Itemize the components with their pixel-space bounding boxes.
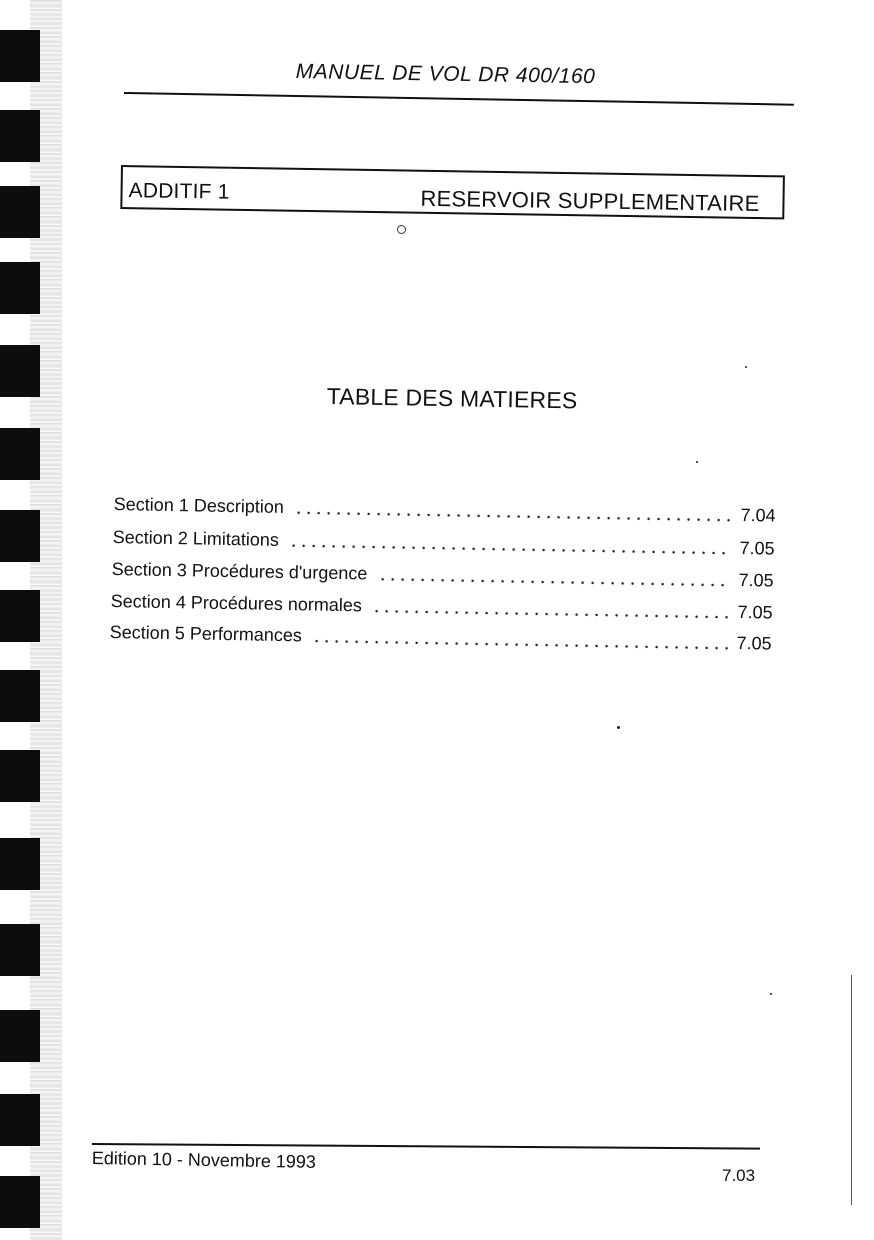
registered-mark-icon [397, 225, 406, 234]
toc-entry-label: Section 3 Procédures d'urgence [111, 558, 368, 584]
addendum-title-box [120, 165, 785, 219]
binding-hole [0, 924, 40, 976]
header-divider [124, 92, 794, 106]
toc-dot-leader [377, 578, 730, 587]
binding-hole [0, 1176, 40, 1228]
binding-hole [0, 510, 40, 562]
binding-hole [0, 262, 40, 314]
toc-entry-page: 7.05 [736, 632, 772, 654]
addendum-number: ADDITIF 1 [128, 179, 230, 204]
toc-entry [111, 588, 773, 624]
scan-speck [745, 366, 747, 368]
toc-entry-label: Section 2 Limitations [112, 526, 280, 550]
scan-speck [617, 726, 620, 729]
binding-hole [0, 345, 40, 397]
toc-entry-label: Section 1 Description [113, 493, 285, 517]
toc-entry-label: Section 4 Procédures normales [110, 590, 363, 616]
binding-hole [0, 750, 40, 802]
toc-entry [110, 619, 772, 655]
binding-hole [0, 670, 40, 722]
toc-entry-page: 7.05 [737, 601, 773, 623]
scan-speck [696, 461, 698, 463]
toc-dot-leader [289, 544, 732, 555]
toc-entry-page: 7.05 [738, 569, 774, 591]
page-edge-line [851, 975, 852, 1205]
page-number: 7.03 [722, 1166, 756, 1185]
toc-heading: TABLE DES MATIERES [326, 383, 578, 414]
toc-entry-label: Section 5 Performances [109, 621, 303, 646]
toc-dot-leader [294, 511, 733, 522]
binding-hole [0, 186, 40, 238]
toc-entry [113, 524, 775, 560]
binding-hole [0, 590, 40, 642]
toc-dot-leader [372, 610, 730, 619]
binding-hole [0, 30, 40, 82]
edition-label: Edition 10 - Novembre 1993 [91, 1148, 317, 1172]
spiral-binding-edge [0, 0, 62, 1240]
binding-hole [0, 428, 40, 480]
toc-entry [114, 491, 776, 527]
addendum-title: RESERVOIR SUPPLEMENTAIRE [420, 185, 760, 217]
toc-dot-leader [312, 640, 729, 650]
binding-hole [0, 110, 40, 162]
toc-entry [112, 556, 774, 592]
binding-hole [0, 838, 40, 890]
footer-divider [92, 1143, 760, 1150]
toc-entry-page: 7.04 [740, 504, 776, 526]
toc-entry-page: 7.05 [739, 537, 775, 559]
manual-title: MANUEL DE VOL DR 400/160 [295, 60, 596, 89]
scan-speck [770, 993, 772, 995]
binding-hole [0, 1010, 40, 1062]
binding-hole [0, 1094, 40, 1146]
